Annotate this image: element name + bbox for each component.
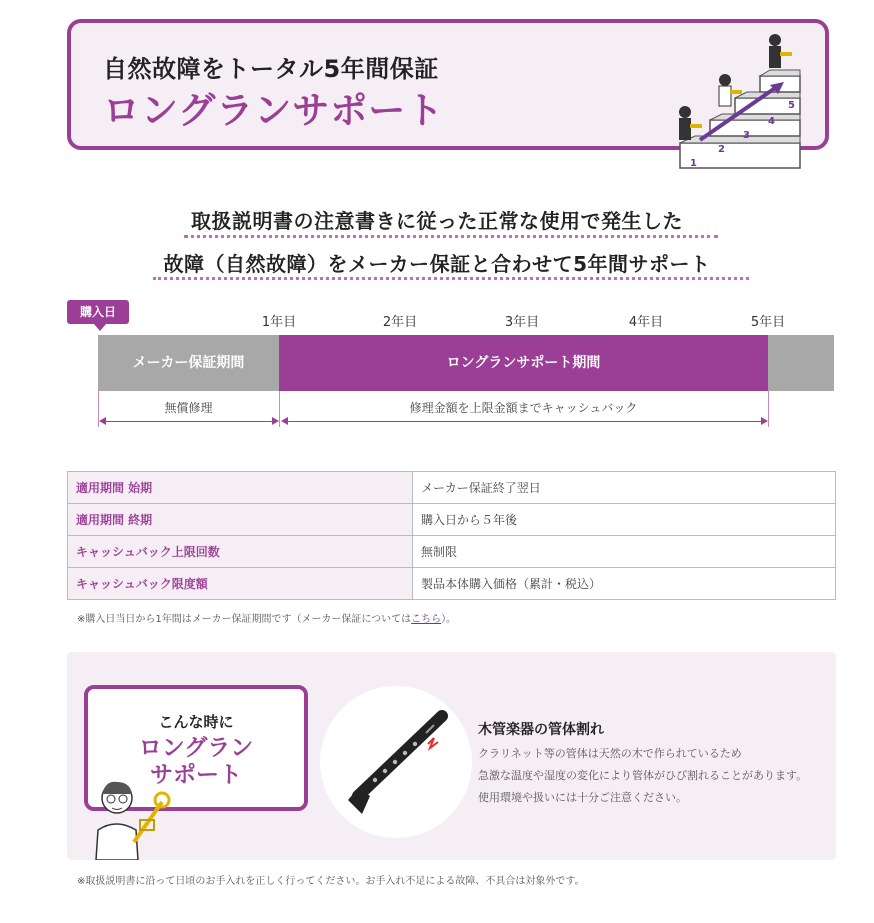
spec-value: 製品本体購入価格（累計・税込） [413,568,836,600]
stair-number-5: 5 [788,100,795,111]
lead-divider-2 [153,277,749,280]
timeline-divider [768,391,769,427]
spec-key: キャッシュバック限度額 [68,568,413,600]
issue-text-line: クラリネット等の管体は天然の木で作られているため [478,747,742,760]
spec-key: キャッシュバック上限回数 [68,536,413,568]
arrow-left-icon [99,417,106,425]
table-row [68,504,836,536]
year-label-3: 3年目 [504,315,540,330]
year-label-2: 2年目 [382,315,418,330]
banner-subtitle: 自然故障をトータル5年間保証 [103,55,439,83]
year-label-5: 5年目 [750,315,786,330]
spec-value: 購入日から５年後 [413,504,836,536]
cashback-note: 修理金額を上限金額までキャッシュバック [409,401,638,415]
table-row [68,536,836,568]
year-label-4: 4年目 [628,315,664,330]
table-row [68,568,836,600]
spec-table [67,471,836,600]
footnote-text: ※購入日当日から1年間はメーカー保証期間です（メーカー保証については [77,614,412,625]
lead-divider-1 [184,235,718,238]
free-repair-note: 無償修理 [164,401,213,415]
lead-line-1: 取扱説明書の注意書きに従った正常な使用で発生した [191,209,683,233]
stair-number-1: 1 [690,158,697,169]
stair-number-4: 4 [768,116,775,127]
maker-range-arrow [104,421,273,422]
longrun-period-label: ロングランサポート期間 [446,355,601,371]
purchase-date-tag: 購入日 [67,300,129,324]
issue-text-line: 急激な温度や湿度の変化により管体がひび割れることがあります。 [478,769,808,782]
spec-value: 無制限 [413,536,836,568]
issue-text-line: 使用環境や扱いには十分ご注意ください。 [478,791,687,804]
longrun-range-arrow [286,421,762,422]
spec-key: 適用期間 終期 [68,504,413,536]
warranty-footnote [77,610,456,625]
issue-title: 木管楽器の管体割れ [478,722,604,738]
stair-number-3: 3 [743,130,750,141]
doctor-trumpet-icon [86,770,176,860]
arrow-left-icon [281,417,288,425]
arrow-right-icon [272,417,279,425]
stair-number-2: 2 [718,144,725,155]
case-lead: こんな時に [158,713,234,731]
care-footnote: ※取扱説明書に沿って日頃のお手入れを正しく行ってください。お手入れ不足による故障、不具合は対象外です。 [77,876,585,887]
banner-title: ロングランサポート [103,89,445,132]
clarinet-icon [330,696,462,828]
footnote-text: ）。 [441,614,457,625]
spec-key: 適用期間 始期 [68,472,413,504]
maker-period-label: メーカー保証期間 [132,355,245,371]
spec-value: メーカー保証終了翌日 [413,472,836,504]
case-title-line-1: ロングラン [138,735,254,761]
case-title-line-2: サポート [150,762,242,788]
table-row [68,472,836,504]
maker-warranty-link[interactable]: こちら [411,614,442,625]
stairs-illustration-icon [660,28,810,178]
lead-line-2: 故障（自然故障）をメーカー保証と合わせて5年間サポート [163,252,711,276]
arrow-right-icon [761,417,768,425]
year-label-1: 1年目 [261,315,297,330]
